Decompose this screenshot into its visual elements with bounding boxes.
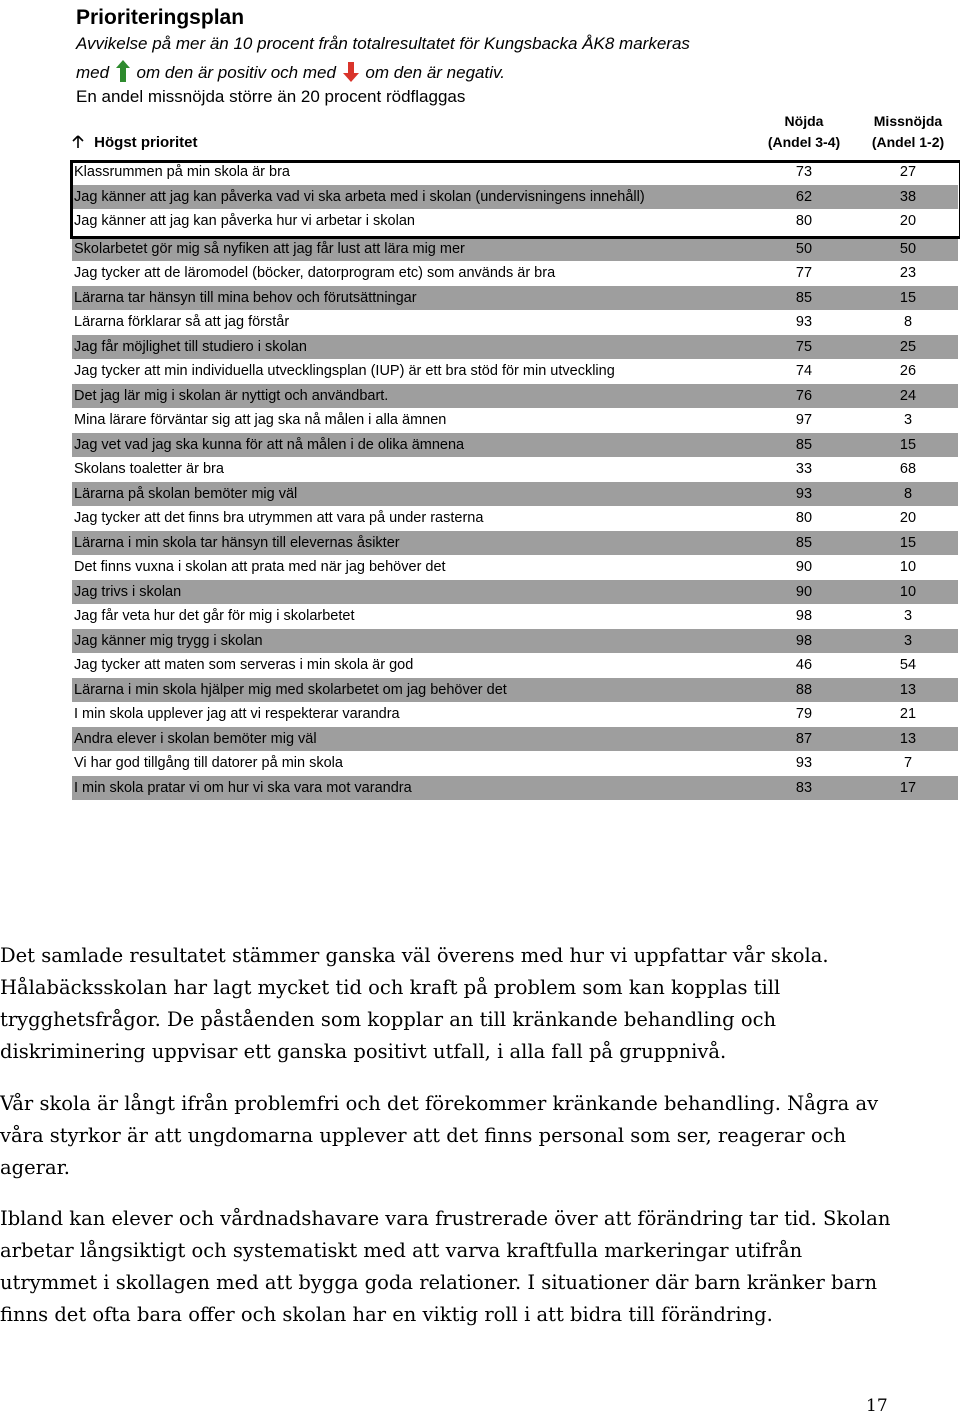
row-label: Jag känner mig trygg i skolan — [74, 632, 263, 649]
row-missnojda-value: 10 — [899, 583, 917, 600]
row-label: Jag tycker att de läromodel (böcker, datorprogram etc) som används är bra — [74, 265, 556, 281]
row-nojda-value: 77 — [795, 265, 813, 281]
row-nojda-value: 79 — [795, 706, 813, 722]
table-row — [72, 286, 958, 311]
legend-line-2c: om den är negativ. — [365, 63, 505, 82]
row-label: Jag vet vad jag ska kunna för att nå målen i de olika ämnena — [74, 436, 465, 453]
legend-line-2 — [76, 60, 505, 83]
page-title: Prioriteringsplan — [76, 6, 245, 29]
row-label: Jag tycker att det finns bra utrymmen att vara på under rasterna — [74, 510, 484, 526]
row-nojda-value: 87 — [795, 730, 813, 747]
table-row — [72, 310, 958, 335]
row-label: Jag får veta hur det går för mig i skolarbetet — [74, 608, 355, 624]
row-label: Jag tycker att min individuella utvecklingsplan (IUP) är ett bra stöd för min utveckling — [74, 363, 615, 379]
table-row — [72, 727, 958, 752]
row-nojda-value: 62 — [795, 188, 813, 205]
table-row — [72, 506, 958, 531]
row-nojda-value: 46 — [795, 657, 813, 673]
row-missnojda-value: 23 — [899, 265, 917, 281]
row-label: Lärarna i min skola tar hänsyn till elevernas åsikter — [74, 534, 400, 551]
row-label: I min skola upplever jag att vi respekterar varandra — [74, 706, 400, 722]
priority-label: Högst prioritet — [94, 134, 198, 151]
row-label: Lärarna på skolan bemöter mig väl — [74, 485, 298, 502]
row-label: Mina lärare förväntar sig att jag ska nå målen i alla ämnen — [74, 412, 447, 428]
row-missnojda-value: 27 — [899, 164, 917, 180]
table-row — [72, 678, 958, 703]
paragraph-2: Vår skola är långt ifrån problemfri och det förekommer kränkande behandling. Några av våra styrkor är att ungdomarna upplever att det finns personal som ser, reagerar och agerar. — [0, 1092, 879, 1179]
column-header-nojda-title: Nöjda — [784, 113, 824, 129]
column-header-missnojda-sub: (Andel 1-2) — [871, 134, 945, 150]
paragraph-3: Ibland kan elever och vårdnadshavare vara frustrerade över att förändring tar tid. Skolan arbetar långsiktigt och systematiskt med att varva kraftfulla markeringar utifrån utrymmet i skollagen med att bygga goda relationer. I situationer där barn kränker barn finns det ofta bara offer och skolan har en viktig roll i att bidra till förändring. — [0, 1207, 891, 1326]
row-nojda-value: 83 — [795, 779, 813, 796]
row-label: Lärarna förklarar så att jag förstår — [74, 314, 290, 330]
row-nojda-value: 76 — [795, 387, 813, 404]
row-missnojda-value: 15 — [899, 289, 917, 306]
table-row — [72, 776, 958, 801]
row-nojda-value: 33 — [795, 461, 813, 477]
row-nojda-value: 93 — [795, 755, 813, 771]
row-label: Lärarna tar hänsyn till mina behov och förutsättningar — [74, 289, 417, 306]
row-nojda-value: 90 — [795, 583, 813, 600]
row-label: I min skola pratar vi om hur vi ska vara mot varandra — [74, 779, 412, 796]
row-missnojda-value: 13 — [899, 730, 917, 747]
row-missnojda-value: 17 — [899, 779, 917, 796]
row-missnojda-value: 68 — [899, 461, 917, 477]
table-row — [72, 359, 958, 384]
table-row — [72, 653, 958, 678]
table-row — [72, 408, 958, 433]
table-row — [72, 580, 958, 605]
row-label: Jag känner att jag kan påverka hur vi arbetar i skolan — [74, 213, 415, 229]
row-label: Jag tycker att maten som serveras i min skola är god — [74, 657, 414, 673]
legend-line-1: Avvikelse på mer än 10 procent från totalresultatet för Kungsbacka ÅK8 markeras — [76, 34, 690, 53]
row-label: Jag känner att jag kan påverka vad vi ska arbeta med i skolan (undervisningens innehåll) — [74, 188, 645, 205]
legend-line-2a: med — [76, 63, 110, 82]
row-missnojda-value: 20 — [899, 213, 917, 229]
row-label: Skolarbetet gör mig så nyfiken att jag får lust att lära mig mer — [74, 240, 465, 257]
row-nojda-value: 88 — [795, 681, 813, 698]
positive-arrow-icon — [116, 60, 130, 82]
row-missnojda-value: 50 — [899, 240, 917, 257]
page-number: 17 — [866, 1396, 888, 1416]
row-label: Lärarna i min skola hjälper mig med skolarbetet om jag behöver det — [74, 681, 507, 698]
row-missnojda-value: 15 — [899, 534, 917, 551]
column-header-nojda-sub: (Andel 3-4) — [767, 134, 841, 150]
row-missnojda-value: 15 — [899, 436, 917, 453]
row-nojda-value: 50 — [795, 240, 813, 257]
row-missnojda-value: 25 — [899, 338, 917, 355]
table-row — [72, 209, 958, 234]
table-row — [72, 160, 958, 185]
legend-line-2b: om den är positiv och med — [136, 63, 336, 82]
table-row — [72, 185, 958, 210]
row-nojda-value: 80 — [795, 510, 813, 526]
priority-table — [72, 160, 958, 800]
table-row — [72, 261, 958, 286]
row-nojda-value: 85 — [795, 534, 813, 551]
table-row — [72, 433, 958, 458]
row-missnojda-value: 3 — [903, 412, 913, 428]
row-missnojda-value: 10 — [899, 559, 917, 575]
negative-arrow-icon — [343, 62, 359, 82]
priority-header — [72, 134, 198, 151]
column-header-missnojda — [860, 111, 956, 153]
table-row — [72, 604, 958, 629]
row-nojda-value: 98 — [795, 632, 813, 649]
row-missnojda-value: 3 — [903, 632, 913, 649]
column-header-nojda — [758, 111, 850, 153]
row-nojda-value: 75 — [795, 338, 813, 355]
row-nojda-value: 93 — [795, 485, 813, 502]
row-missnojda-value: 8 — [903, 314, 913, 330]
row-missnojda-value: 21 — [899, 706, 917, 722]
row-nojda-value: 98 — [795, 608, 813, 624]
table-row — [72, 702, 958, 727]
row-missnojda-value: 26 — [899, 363, 917, 379]
row-label: Skolans toaletter är bra — [74, 461, 224, 477]
row-nojda-value: 80 — [795, 213, 813, 229]
table-row — [72, 482, 958, 507]
legend-line-3: En andel missnöjda större än 20 procent rödflaggas — [76, 87, 466, 106]
row-missnojda-value: 20 — [899, 510, 917, 526]
row-label: Det finns vuxna i skolan att prata med när jag behöver det — [74, 559, 446, 575]
row-nojda-value: 74 — [795, 363, 813, 379]
row-nojda-value: 93 — [795, 314, 813, 330]
table-row — [72, 751, 958, 776]
row-label: Andra elever i skolan bemöter mig väl — [74, 730, 317, 747]
row-missnojda-value: 54 — [899, 657, 917, 673]
column-header-missnojda-title: Missnöjda — [873, 113, 943, 129]
row-missnojda-value: 7 — [903, 755, 913, 771]
table-row — [72, 555, 958, 580]
table-row — [72, 237, 958, 262]
table-row — [72, 335, 958, 360]
row-missnojda-value: 13 — [899, 681, 917, 698]
table-row — [72, 531, 958, 556]
row-nojda-value: 97 — [795, 412, 813, 428]
row-missnojda-value: 8 — [903, 485, 913, 502]
row-missnojda-value: 38 — [899, 188, 917, 205]
row-label: Det jag lär mig i skolan är nyttigt och användbart. — [74, 387, 389, 404]
table-row — [72, 629, 958, 654]
table-row — [72, 457, 958, 482]
row-label: Vi har god tillgång till datorer på min skola — [74, 755, 343, 771]
paragraph-1: Det samlade resultatet stämmer ganska väl överens med hur vi uppfattar vår skola. Hålabäcksskolan har lagt mycket tid och kraft på problem som kan kopplas till trygghetsfrågor. De påståenden som kopplar an till kränkande behandling och diskriminering uppvisar ett ganska positivt utfall, i alla fall på gruppnivå. — [0, 944, 829, 1063]
row-missnojda-value: 3 — [903, 608, 913, 624]
arrow-up-icon — [72, 134, 94, 151]
row-label: Jag får möjlighet till studiero i skolan — [74, 338, 307, 355]
row-label: Klassrummen på min skola är bra — [74, 164, 290, 180]
row-label: Jag trivs i skolan — [74, 583, 182, 600]
row-nojda-value: 90 — [795, 559, 813, 575]
row-missnojda-value: 24 — [899, 387, 917, 404]
row-nojda-value: 85 — [795, 436, 813, 453]
row-nojda-value: 85 — [795, 289, 813, 306]
table-row — [72, 384, 958, 409]
row-nojda-value: 73 — [795, 164, 813, 180]
